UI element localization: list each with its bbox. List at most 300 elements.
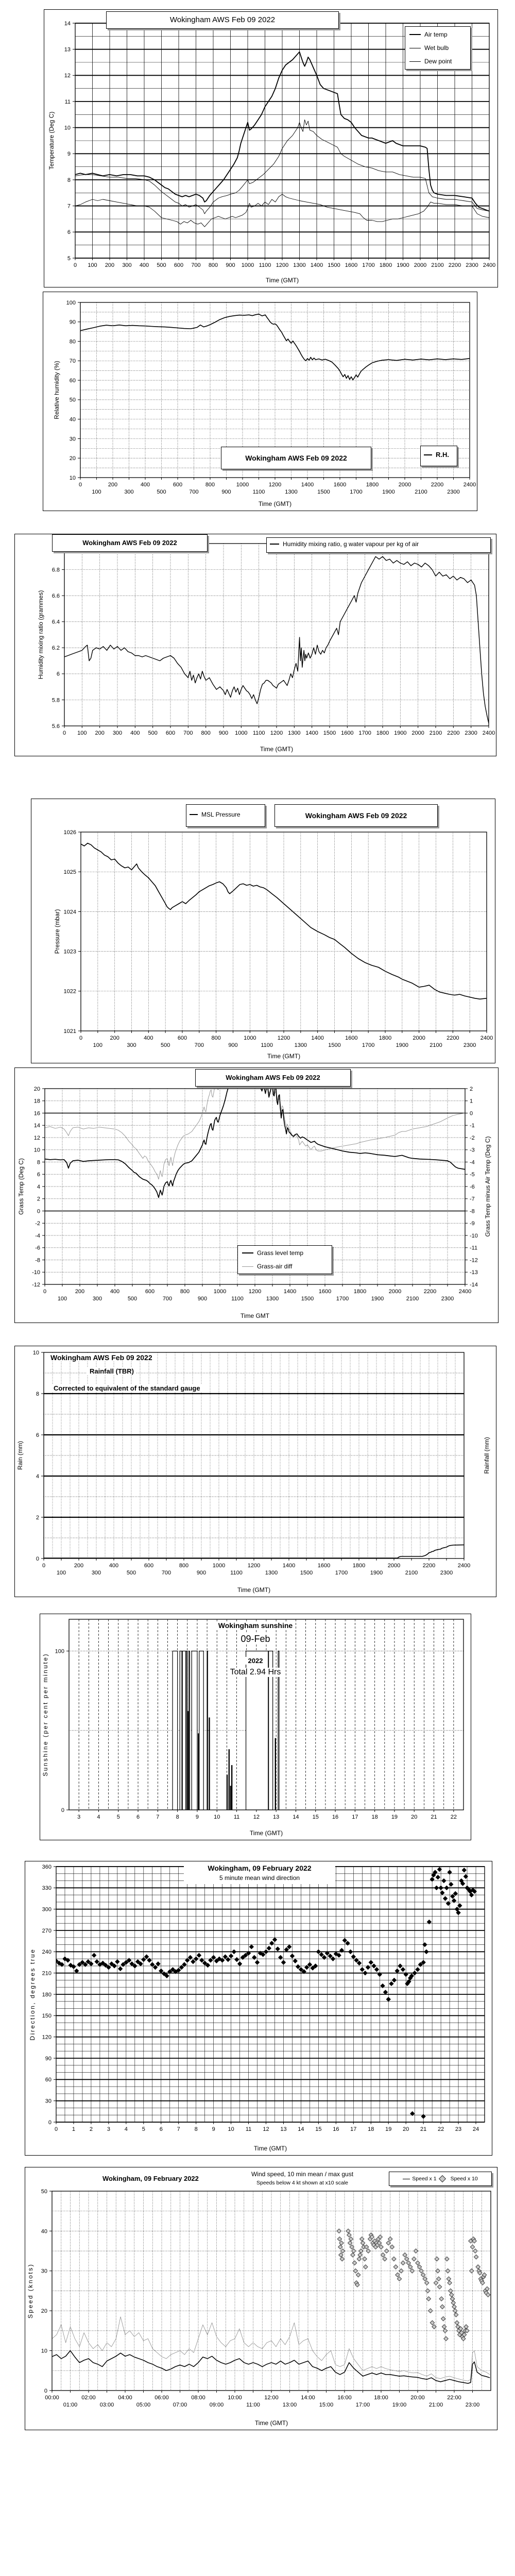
svg-text:00:00: 00:00	[45, 2395, 59, 2401]
svg-text:Time (GMT): Time (GMT)	[265, 277, 299, 284]
svg-text:400: 400	[110, 1289, 120, 1295]
svg-text:100: 100	[92, 489, 101, 495]
svg-text:17:00: 17:00	[355, 2402, 370, 2408]
svg-text:700: 700	[183, 730, 193, 736]
wind-direction-plot	[25, 1861, 492, 2155]
svg-text:-10: -10	[32, 1269, 40, 1276]
svg-text:900: 900	[226, 262, 235, 268]
chart-title-box	[274, 804, 438, 827]
svg-text:16: 16	[333, 2126, 339, 2132]
svg-text:-2: -2	[470, 1134, 475, 1141]
legend-label: Air temp	[424, 31, 448, 38]
svg-text:100: 100	[55, 1648, 64, 1655]
wind-speed-plot	[25, 2167, 497, 2430]
svg-text:10: 10	[228, 2126, 234, 2132]
annotation-text: Corrected to equivalent of the standard gauge	[54, 1384, 200, 1392]
svg-text:10: 10	[64, 125, 71, 131]
svg-text:2300: 2300	[447, 489, 460, 495]
svg-text:40: 40	[41, 2228, 47, 2235]
svg-text:600: 600	[165, 730, 176, 736]
svg-text:2200: 2200	[448, 262, 461, 268]
svg-text:5: 5	[142, 2126, 145, 2132]
svg-text:8: 8	[37, 1159, 40, 1166]
svg-text:21: 21	[431, 1814, 437, 1820]
svg-text:900: 900	[197, 1296, 208, 1302]
svg-text:500: 500	[126, 1570, 136, 1576]
air-temp-line-icon	[409, 34, 421, 35]
svg-text:0: 0	[78, 482, 82, 488]
svg-text:24: 24	[472, 2126, 479, 2132]
mixing-ratio-chart-panel	[14, 534, 496, 756]
svg-text:2: 2	[89, 2126, 93, 2132]
svg-text:5: 5	[116, 1814, 120, 1820]
svg-text:-1: -1	[470, 1123, 475, 1129]
svg-text:5: 5	[67, 255, 71, 262]
svg-text:1600: 1600	[341, 730, 354, 736]
svg-text:15: 15	[312, 1814, 319, 1820]
svg-text:600: 600	[144, 1563, 154, 1569]
svg-text:150: 150	[42, 2013, 52, 2020]
svg-text:1700: 1700	[358, 730, 371, 736]
grass-level-temp-line-icon	[242, 1252, 253, 1253]
svg-text:1700: 1700	[335, 1570, 348, 1576]
svg-text:800: 800	[208, 262, 218, 268]
svg-text:500: 500	[157, 489, 166, 495]
svg-text:Sunshine (per cent per minute): Sunshine (per cent per minute)	[42, 1653, 49, 1776]
svg-text:1800: 1800	[353, 1289, 367, 1295]
svg-text:400: 400	[130, 730, 140, 736]
sunshine-plot	[40, 1614, 471, 1840]
rh-line-icon	[424, 454, 432, 455]
chart-title: Wokingham AWS Feb 09 2022	[226, 1074, 320, 1081]
svg-text:80: 80	[69, 338, 76, 345]
sunshine-date	[40, 1634, 471, 1645]
svg-text:6: 6	[36, 1432, 39, 1438]
svg-text:20: 20	[69, 455, 76, 462]
svg-text:1400: 1400	[305, 730, 318, 736]
chart-title-text: Wokingham, 09 February 2022	[102, 2175, 199, 2182]
svg-text:2400: 2400	[482, 730, 495, 736]
svg-text:-12: -12	[470, 1257, 478, 1264]
svg-text:2: 2	[470, 1086, 473, 1092]
svg-text:2: 2	[36, 1514, 39, 1521]
svg-text:180: 180	[42, 1991, 52, 1998]
svg-text:1021: 1021	[63, 1028, 76, 1035]
svg-text:400: 400	[144, 1035, 153, 1041]
svg-text:23: 23	[455, 2126, 462, 2132]
svg-text:-6: -6	[35, 1245, 40, 1251]
svg-text:-10: -10	[470, 1232, 478, 1239]
svg-text:5.6: 5.6	[52, 723, 60, 730]
svg-text:2100: 2100	[406, 1296, 419, 1302]
legend-label: Speed x 10	[450, 2176, 478, 2182]
svg-text:20: 20	[403, 2126, 409, 2132]
svg-text:1900: 1900	[382, 489, 395, 495]
svg-text:4: 4	[36, 1473, 39, 1480]
svg-text:100: 100	[77, 730, 87, 736]
chart-title-line1	[48, 1353, 155, 1362]
svg-text:10: 10	[41, 2348, 47, 2354]
svg-text:-11: -11	[470, 1245, 478, 1251]
svg-text:1800: 1800	[379, 1035, 392, 1041]
svg-text:12: 12	[253, 1814, 260, 1820]
svg-text:1200: 1200	[276, 262, 289, 268]
svg-text:4: 4	[124, 2126, 128, 2132]
svg-text:03:00: 03:00	[99, 2402, 114, 2408]
subtitle-text: Wind speed, 10 min mean / max gust	[251, 2171, 354, 2178]
pressure-chart-panel	[31, 799, 495, 1063]
svg-text:2200: 2200	[423, 1289, 437, 1295]
svg-text:1: 1	[470, 1098, 473, 1105]
svg-text:-2: -2	[35, 1221, 40, 1227]
svg-text:04:00: 04:00	[118, 2395, 132, 2401]
svg-text:-4: -4	[35, 1232, 40, 1239]
svg-text:800: 800	[205, 482, 215, 488]
svg-text:7: 7	[177, 2126, 180, 2132]
svg-text:1500: 1500	[328, 262, 340, 268]
svg-text:-3: -3	[470, 1147, 475, 1154]
legend-label: Wet bulb	[424, 44, 449, 52]
svg-text:10: 10	[69, 474, 76, 481]
temperature-legend	[405, 26, 471, 70]
svg-text:1000: 1000	[235, 730, 248, 736]
svg-text:19:00: 19:00	[392, 2402, 407, 2408]
chart-title: Wokingham AWS Feb 09 2022	[82, 539, 177, 547]
svg-text:1100: 1100	[261, 1042, 273, 1048]
svg-text:1200: 1200	[270, 730, 283, 736]
svg-text:10:00: 10:00	[228, 2395, 242, 2401]
svg-text:50: 50	[69, 397, 76, 403]
svg-text:-4: -4	[470, 1159, 475, 1166]
svg-text:90: 90	[45, 2055, 52, 2062]
svg-text:Time (GMT): Time (GMT)	[267, 1053, 301, 1060]
svg-text:Rainfall (mm): Rainfall (mm)	[483, 1437, 490, 1474]
svg-text:1300: 1300	[294, 1042, 307, 1048]
svg-text:1000: 1000	[236, 482, 249, 488]
legend-label: Grass-air diff	[257, 1263, 293, 1270]
svg-text:13: 13	[280, 2126, 287, 2132]
svg-text:0: 0	[470, 1110, 473, 1117]
svg-text:10: 10	[32, 1349, 39, 1356]
svg-text:2100: 2100	[405, 1570, 418, 1576]
svg-text:1800: 1800	[352, 1563, 366, 1569]
svg-text:1800: 1800	[366, 482, 379, 488]
svg-text:12: 12	[33, 1134, 40, 1141]
rainfall-chart-panel	[14, 1346, 496, 1597]
svg-text:3: 3	[77, 1814, 81, 1820]
svg-text:1100: 1100	[252, 489, 265, 495]
svg-text:0: 0	[43, 1289, 47, 1295]
svg-text:13: 13	[273, 1814, 280, 1820]
svg-text:6: 6	[37, 1172, 40, 1178]
rainfall-plot	[15, 1346, 496, 1597]
svg-text:700: 700	[161, 1570, 171, 1576]
chart-title: Wokingham AWS Feb 09 2022	[169, 15, 276, 24]
svg-text:Time (GMT): Time (GMT)	[260, 745, 294, 753]
svg-text:1: 1	[72, 2126, 76, 2132]
svg-text:2200: 2200	[431, 482, 444, 488]
svg-text:500: 500	[127, 1296, 138, 1302]
svg-text:900: 900	[218, 730, 229, 736]
svg-text:500: 500	[148, 730, 158, 736]
chart-year: 2022	[245, 1657, 266, 1665]
svg-text:800: 800	[211, 1035, 221, 1041]
svg-text:-5: -5	[470, 1172, 475, 1178]
svg-text:20: 20	[33, 1086, 40, 1092]
svg-text:20: 20	[411, 1814, 418, 1820]
wind-speed-legend	[389, 2172, 492, 2186]
svg-text:2400: 2400	[458, 1289, 472, 1295]
svg-text:18: 18	[33, 1098, 40, 1105]
chart-title: Wokingham AWS Feb 09 2022	[50, 1353, 152, 1362]
svg-text:600: 600	[145, 1289, 155, 1295]
sunshine-total	[40, 1668, 471, 1677]
svg-text:Rain (mm): Rain (mm)	[16, 1441, 24, 1470]
svg-text:6.4: 6.4	[52, 619, 60, 625]
svg-text:11: 11	[64, 98, 71, 105]
svg-text:17: 17	[350, 2126, 357, 2132]
legend-label: Grass level temp	[257, 1249, 304, 1257]
svg-text:2000: 2000	[398, 482, 411, 488]
svg-text:16: 16	[33, 1110, 40, 1117]
svg-text:2000: 2000	[411, 730, 424, 736]
svg-text:0: 0	[79, 1035, 83, 1041]
svg-text:3: 3	[107, 2126, 110, 2132]
svg-text:13:00: 13:00	[282, 2402, 297, 2408]
svg-text:5.8: 5.8	[52, 697, 60, 704]
chart-title-box	[221, 447, 371, 469]
grass-air-diff-line-icon	[242, 1266, 253, 1267]
chart-subtitle: Rainfall (TBR)	[90, 1367, 134, 1375]
svg-text:2400: 2400	[483, 262, 496, 268]
svg-text:0: 0	[36, 1555, 39, 1562]
legend-label: Speed x 1	[412, 2176, 437, 2182]
chart-title-box	[195, 1069, 351, 1087]
svg-text:12:00: 12:00	[264, 2395, 279, 2401]
svg-text:40: 40	[69, 416, 76, 423]
svg-text:400: 400	[140, 482, 150, 488]
svg-text:2: 2	[37, 1196, 40, 1202]
svg-text:02:00: 02:00	[81, 2395, 96, 2401]
svg-text:-14: -14	[470, 1281, 478, 1288]
svg-text:1100: 1100	[230, 1570, 243, 1576]
mixing-ratio-plot	[15, 534, 496, 756]
svg-text:200: 200	[74, 1563, 84, 1569]
svg-text:0: 0	[44, 2387, 47, 2394]
svg-text:2200: 2200	[447, 730, 460, 736]
svg-text:2000: 2000	[414, 262, 427, 268]
svg-text:8: 8	[194, 2126, 198, 2132]
svg-text:700: 700	[162, 1296, 173, 1302]
svg-text:Time (GMT): Time (GMT)	[249, 1829, 283, 1837]
svg-text:-8: -8	[35, 1257, 40, 1264]
legend-label: Dew point	[424, 58, 452, 65]
svg-text:1500: 1500	[301, 1296, 314, 1302]
svg-text:23:00: 23:00	[465, 2402, 480, 2408]
chart-subtitle-1	[235, 2171, 369, 2178]
svg-text:8: 8	[176, 1814, 179, 1820]
svg-text:330: 330	[42, 1885, 52, 1892]
svg-text:14: 14	[64, 20, 71, 27]
svg-text:60: 60	[45, 2077, 52, 2083]
svg-text:100: 100	[56, 1570, 66, 1576]
svg-text:270: 270	[42, 1927, 52, 1934]
msl-pressure-line-icon	[190, 814, 198, 815]
svg-text:6.2: 6.2	[52, 645, 60, 652]
svg-text:-7: -7	[470, 1196, 475, 1202]
svg-text:2400: 2400	[480, 1035, 493, 1041]
svg-text:7: 7	[156, 1814, 160, 1820]
svg-text:900: 900	[221, 489, 231, 495]
svg-text:1500: 1500	[300, 1570, 313, 1576]
svg-text:1900: 1900	[396, 1042, 409, 1048]
svg-text:22: 22	[450, 1814, 457, 1820]
speed-x10-diamond-icon	[439, 2175, 446, 2182]
svg-text:2000: 2000	[413, 1035, 425, 1041]
svg-text:60: 60	[69, 377, 76, 384]
svg-text:0: 0	[61, 1807, 64, 1814]
legend-label: Humidity mixing ratio, g water vapour per kg of air	[283, 540, 419, 548]
svg-text:500: 500	[157, 262, 166, 268]
svg-text:17: 17	[352, 1814, 358, 1820]
svg-text:16:00: 16:00	[337, 2395, 352, 2401]
sunshine-year	[40, 1656, 471, 1666]
svg-text:07:00: 07:00	[173, 2402, 187, 2408]
svg-text:7: 7	[67, 203, 71, 210]
svg-text:800: 800	[180, 1289, 190, 1295]
chart-title	[102, 2175, 199, 2182]
svg-text:1600: 1600	[345, 1035, 358, 1041]
svg-text:1000: 1000	[244, 1035, 256, 1041]
chart-subtitle: 5 minute mean wind direction	[219, 1874, 300, 1882]
svg-text:1000: 1000	[213, 1289, 227, 1295]
svg-text:Time (GMT): Time (GMT)	[237, 1586, 271, 1594]
svg-text:05:00: 05:00	[136, 2402, 151, 2408]
chart-title: Wokingham AWS Feb 09 2022	[245, 454, 347, 462]
temperature-chart-panel	[44, 9, 498, 287]
humidity-plot	[43, 292, 477, 511]
svg-text:100: 100	[66, 299, 76, 306]
svg-text:1500: 1500	[323, 730, 336, 736]
svg-text:100: 100	[88, 262, 97, 268]
svg-text:Time (GMT): Time (GMT)	[254, 2419, 288, 2427]
svg-text:1024: 1024	[63, 909, 76, 916]
svg-text:300: 300	[124, 489, 134, 495]
svg-text:1026: 1026	[63, 829, 76, 836]
svg-text:2200: 2200	[447, 1035, 459, 1041]
svg-text:-8: -8	[470, 1208, 475, 1215]
pressure-legend	[186, 804, 265, 827]
svg-text:0: 0	[73, 262, 77, 268]
svg-text:1200: 1200	[268, 482, 282, 488]
svg-text:700: 700	[189, 489, 199, 495]
mixing-ratio-legend	[266, 537, 491, 553]
svg-text:Grass Temp (Deg C): Grass Temp (Deg C)	[18, 1158, 25, 1215]
svg-text:-9: -9	[470, 1221, 475, 1227]
svg-text:300: 300	[127, 1042, 136, 1048]
pressure-plot	[31, 799, 495, 1063]
svg-text:6.8: 6.8	[52, 567, 60, 573]
svg-text:18: 18	[371, 1814, 378, 1820]
svg-text:2400: 2400	[457, 1563, 471, 1569]
svg-text:-13: -13	[470, 1269, 478, 1276]
svg-text:12: 12	[64, 73, 71, 79]
svg-text:2000: 2000	[388, 1289, 402, 1295]
svg-text:400: 400	[139, 262, 149, 268]
grass-temp-plot	[15, 1068, 498, 1323]
svg-text:800: 800	[179, 1563, 189, 1569]
svg-text:0: 0	[37, 1208, 40, 1215]
svg-text:1300: 1300	[266, 1296, 279, 1302]
svg-text:08:00: 08:00	[191, 2395, 205, 2401]
subtitle-text: Speeds below 4 kt shown at x10 scale	[256, 2180, 349, 2186]
svg-text:-6: -6	[470, 1183, 475, 1190]
svg-text:6: 6	[136, 1814, 140, 1820]
svg-text:2300: 2300	[441, 1296, 454, 1302]
svg-text:1300: 1300	[288, 730, 301, 736]
svg-text:13: 13	[64, 46, 71, 53]
svg-text:15: 15	[315, 2126, 322, 2132]
svg-text:Grass Temp minus Air Temp (Deg: Grass Temp minus Air Temp (Deg C)	[484, 1136, 491, 1237]
svg-text:Direction, degrees true: Direction, degrees true	[29, 1948, 36, 2041]
svg-text:1700: 1700	[362, 1042, 375, 1048]
sunshine-total-hours: Total 2.94 Hrs	[227, 1668, 284, 1677]
svg-text:2100: 2100	[431, 262, 444, 268]
svg-text:Humidity mixing ratio (grammes: Humidity mixing ratio (grammes)	[37, 590, 44, 680]
svg-text:2100: 2100	[430, 1042, 442, 1048]
svg-text:11: 11	[245, 2126, 252, 2132]
svg-text:50: 50	[41, 2188, 47, 2195]
svg-text:Time GMT: Time GMT	[240, 1312, 270, 1319]
svg-text:6: 6	[159, 2126, 163, 2132]
chart-title-box	[184, 1862, 335, 1884]
svg-text:1800: 1800	[379, 262, 392, 268]
svg-text:22: 22	[437, 2126, 444, 2132]
svg-text:10: 10	[214, 1814, 220, 1820]
legend-label: R.H.	[436, 451, 449, 459]
svg-text:2200: 2200	[422, 1563, 436, 1569]
svg-text:21:00: 21:00	[428, 2402, 443, 2408]
svg-text:600: 600	[177, 1035, 187, 1041]
svg-text:2300: 2300	[465, 730, 477, 736]
chart-title-line2	[87, 1367, 136, 1375]
svg-text:300: 300	[91, 1570, 101, 1576]
grass-temp-legend	[237, 1245, 332, 1274]
svg-text:0: 0	[42, 1563, 46, 1569]
svg-text:9: 9	[212, 2126, 215, 2132]
rainfall-annotation	[51, 1384, 203, 1392]
wind-speed-chart-panel	[25, 2167, 497, 2430]
svg-text:18: 18	[368, 2126, 374, 2132]
svg-text:900: 900	[228, 1042, 238, 1048]
svg-text:11:00: 11:00	[246, 2402, 260, 2408]
svg-text:0: 0	[54, 2126, 58, 2132]
svg-text:1700: 1700	[350, 489, 363, 495]
svg-text:8: 8	[67, 177, 71, 183]
svg-text:Temperature (Deg C): Temperature (Deg C)	[48, 111, 55, 170]
svg-text:1400: 1400	[282, 1563, 296, 1569]
svg-text:9: 9	[195, 1814, 199, 1820]
svg-text:Time (GMT): Time (GMT)	[258, 500, 292, 507]
svg-text:1025: 1025	[63, 869, 76, 876]
svg-text:6: 6	[56, 671, 60, 677]
svg-text:500: 500	[160, 1042, 170, 1048]
svg-text:900: 900	[196, 1570, 207, 1576]
svg-text:100: 100	[57, 1296, 67, 1302]
svg-text:1500: 1500	[317, 489, 330, 495]
svg-text:1300: 1300	[285, 489, 298, 495]
svg-text:90: 90	[69, 319, 76, 326]
